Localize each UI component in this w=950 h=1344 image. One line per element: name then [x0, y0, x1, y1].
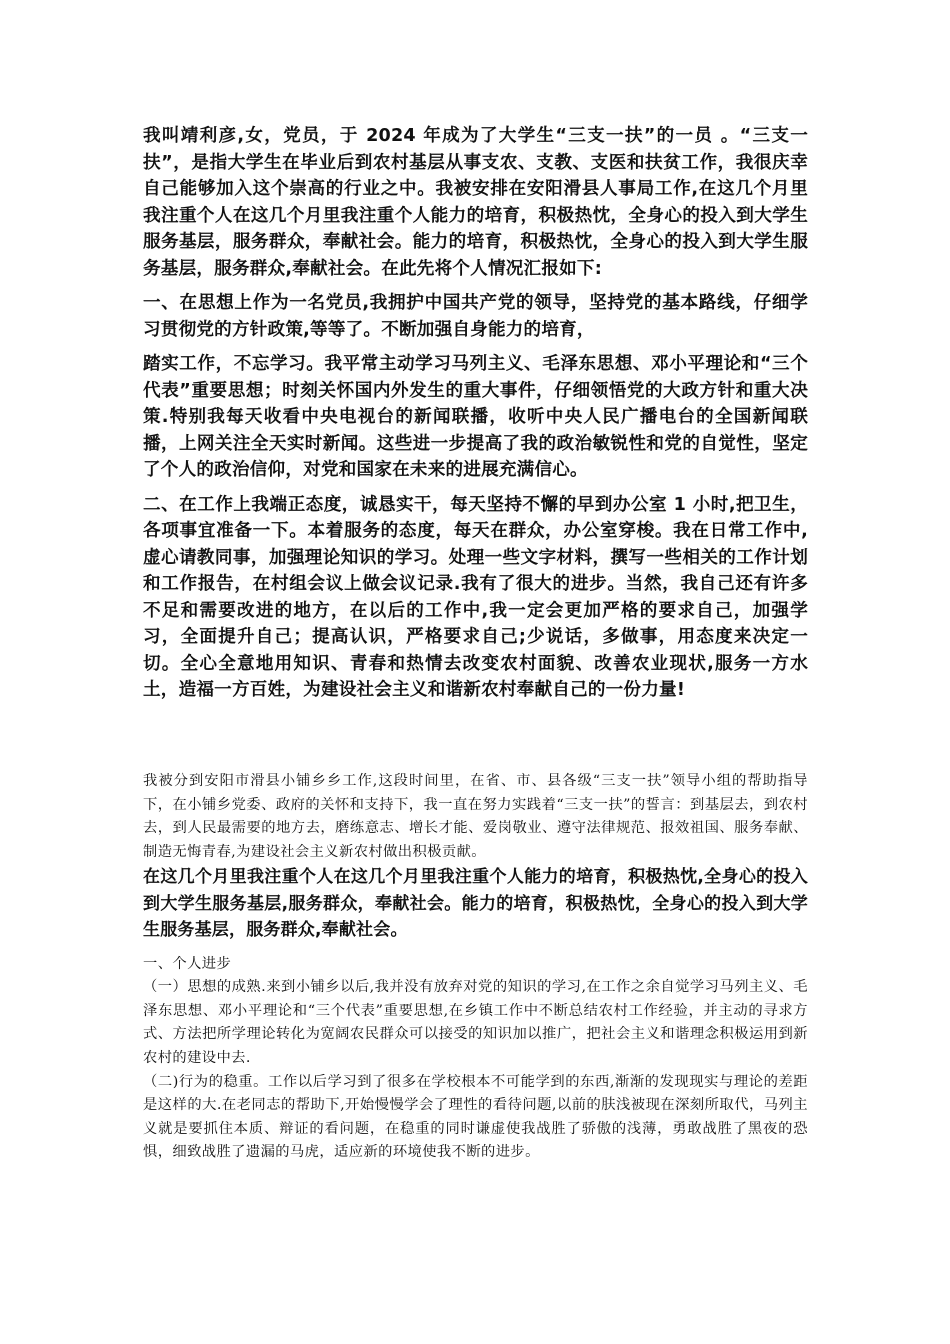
progress-item-1: （一）思想的成熟.来到小铺乡以后,我并没有放弃对党的知识的学习,在工作之余自觉学习马列主义、毛泽东思想、邓小平理论和“三个代表”重要思想,在乡镇工作中不断总结农村工作经验，并主动的寻求方式、方法把所学理论转化为宽阔农民群众可以接受的知识加以推广，把社会主义和谐理念积极运用到新农村的建设中去. — [143, 979, 808, 1066]
assignment-paragraph: 我被分到安阳市滑县小铺乡乡工作,这段时间里，在省、市、县各级“三支一扶”领导小组的帮助指导下，在小铺乡党委、政府的关怀和支持下，我一直在努力实践着“三支一扶”的誓言：到基层去，到农村去，到人民最需要的地方去，磨练意志、增长才能、爱岗敬业、遵守法律规范、报效祖国、服务奉献、制造无悔青春,为建设社会主义新农村做出积极贡献。 — [143, 773, 808, 860]
work-paragraph: 二、在工作上我端正态度，诚恳实干，每天坚持不懈的早到办公室 1 小时,把卫生，各项事宜准备一下。本着服务的态度，每天在群众，办公室穿梭。我在日常工作中,虚心请教同事，加强理论知识的学习。处理一些文字材料，撰写一些相关的工作计划和工作报告，在村组会议上做会议记录.我有了很大的进步。当然，我自己还有许多不足和需要改进的地方，在以后的工作中,我一定会更加严格的要求自己，加强学习，全面提升自己；提高认识，严格要求自己;少说话，多做事，用态度来决定一切。全心全意地用知识、青春和热情去改变农村面貌、改善农业现状,服务一方水土，造福一方百姓，为建设社会主义和谐新农村奉献自己的一份力量! — [143, 494, 808, 700]
progress-item-2: （二)行为的稳重。工作以后学习到了很多在学校根本不可能学到的东西,渐渐的发现现实与理论的差距是这样的大.在老同志的帮助下,开始慢慢学会了理性的看待问题,以前的肤浅被现在深刻所取代，马列主义就是要抓住本质、辩证的看问题，在稳重的同时谦虚使我战胜了骄傲的浅薄，勇敢战胜了黑夜的恐惧，细致战胜了遗漏的马虎，适应新的环境使我不断的进步。 — [143, 1073, 808, 1161]
report-section-2 — [143, 770, 808, 1165]
ideology-paragraph: 一、在思想上作为一名党员,我拥护中国共产党的领导，坚持党的基本路线，仔细学习贯彻党的方针政策,等等了。不断加强自身能力的培育， — [143, 293, 808, 340]
section-heading: 一、个人进步 — [143, 955, 232, 972]
report-section-1 — [143, 123, 808, 704]
intro-paragraph: 我叫靖利彦,女，党员，于 2024 年成为了大学生“三支一扶”的一员 。“三支一扶”，是指大学生在毕业后到农村基层从事支农、支教、支医和扶贫工作，我很庆幸自己能够加入这个崇高的行业之中。我被安排在安阳滑县人事局工作,在这几个月里我注重个人在这几个月里我注重个人能力的培育，积极热忱，全身心的投入到大学生服务基层，服务群众，奉献社会。能力的培育，积极热忱，全身心的投入到大学生服务基层，服务群众,奉献社会。在此先将个人情况汇报如下: — [143, 126, 808, 279]
focus-paragraph: 在这几个月里我注重个人在这几个月里我注重个人能力的培育，积极热忱,全身心的投入到大学生服务基层,服务群众，奉献社会。能力的培育，积极热忱，全身心的投入到大学生服务基层，服务群众,奉献社会。 — [143, 867, 808, 941]
study-paragraph: 踏实工作，不忘学习。我平常主动学习马列主义、毛泽东思想、邓小平理论和“三个代表”重要思想；时刻关怀国内外发生的重大事件，仔细领悟党的大政方针和重大决策.特别我每天收看中央电视台的新闻联播，收听中央人民广播电台的全国新闻联播，上网关注全天实时新闻。这些进一步提高了我的政治敏锐性和党的自觉性，坚定了个人的政治信仰，对党和国家在未来的进展充满信心。 — [143, 354, 808, 480]
